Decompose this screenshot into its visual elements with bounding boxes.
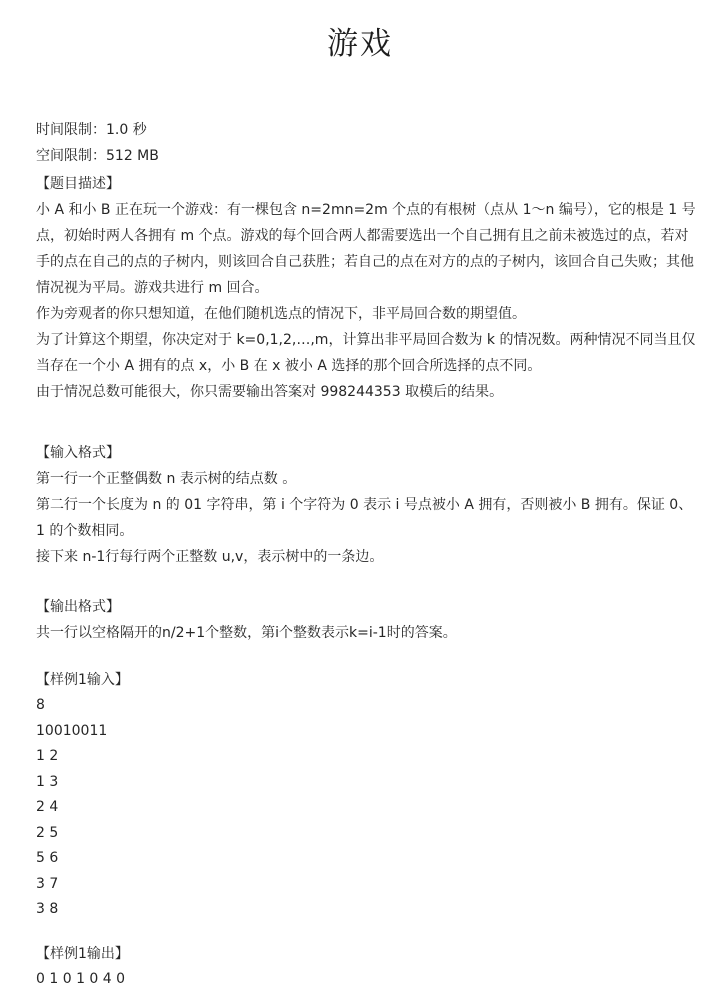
sample-input-line: 3 7 (36, 875, 59, 892)
description-heading: 【题目描述】 (36, 176, 120, 192)
page-title: 游戏 (327, 26, 393, 62)
sample-output-line: 0 1 0 1 0 4 0 (36, 971, 126, 987)
input-format-section (36, 440, 698, 570)
output-format-section (36, 594, 698, 646)
sample-input-line: 8 (36, 697, 45, 713)
input-format-paragraph: 接下来 n-1行每行两个正整数 u,v，表示树中的一条边。 (36, 549, 384, 565)
sample-output-section (36, 941, 698, 993)
description-paragraph: 由于情况总数可能很大，你只需要输出答案对 998244353 取模后的结果。 (36, 384, 504, 400)
description-paragraph: 小 A 和小 B 正在玩一个游戏：有一棵包含 n=2mn=2m 个点的有根树（点从 1～n 编号），它的根是 1 号点，初始时两人各拥有 m 个点。游戏的每个回合两人都需要选出一个自己拥有且之前未被选过的点，若对手的点在自己的点的子树内，则该回合自己获胜；若自己的点在对方的点的子树内，该回合自己失败；其他情况视为平局。游戏共进行 m 回合。 (36, 202, 696, 296)
sample-input-line: 3 8 (36, 901, 59, 917)
sample-input-line: 2 4 (36, 799, 59, 815)
input-format-paragraph: 第一行一个正整偶数 n 表示树的结点数 。 (36, 471, 297, 487)
description-paragraph: 作为旁观者的你只想知道，在他们随机选点的情况下，非平局回合数的期望值。 (36, 306, 526, 322)
sample-input-line: 5 6 (36, 850, 59, 866)
memory-limit: 空间限制：512 MB (36, 148, 159, 164)
time-limit: 时间限制：1.0 秒 (36, 122, 147, 138)
description-section (36, 171, 698, 405)
description-paragraph: 为了计算这个期望，你决定对于 k=0,1,2,…,m，计算出非平局回合数为 k 的情况数。两种情况不同当且仅当存在一个小 A 拥有的点 x，小 B 在 x 被小 A 选择的那个回合所选择的点不同。 (36, 332, 696, 374)
input-format-heading: 【输入格式】 (36, 445, 120, 461)
sample-input-section (36, 667, 698, 923)
sample-input-line: 1 3 (36, 773, 59, 790)
sample-input-line: 10010011 (36, 722, 108, 739)
sample-input-line: 1 2 (36, 748, 59, 764)
sample-input-heading: 【样例1输入】 (36, 672, 129, 688)
input-format-paragraph: 第二行一个长度为 n 的 01 字符串，第 i 个字符为 0 表示 i 号点被小 A 拥有，否则被小 B 拥有。保证 0、1 的个数相同。 (36, 497, 693, 539)
output-format-heading: 【输出格式】 (36, 599, 120, 615)
sample-output-heading: 【样例1输出】 (36, 946, 129, 962)
limits-block (36, 117, 159, 169)
output-format-paragraph: 共一行以空格隔开的n/2+1个整数，第i个整数表示k=i-1时的答案。 (36, 625, 457, 641)
sample-input-line: 2 5 (36, 824, 59, 841)
